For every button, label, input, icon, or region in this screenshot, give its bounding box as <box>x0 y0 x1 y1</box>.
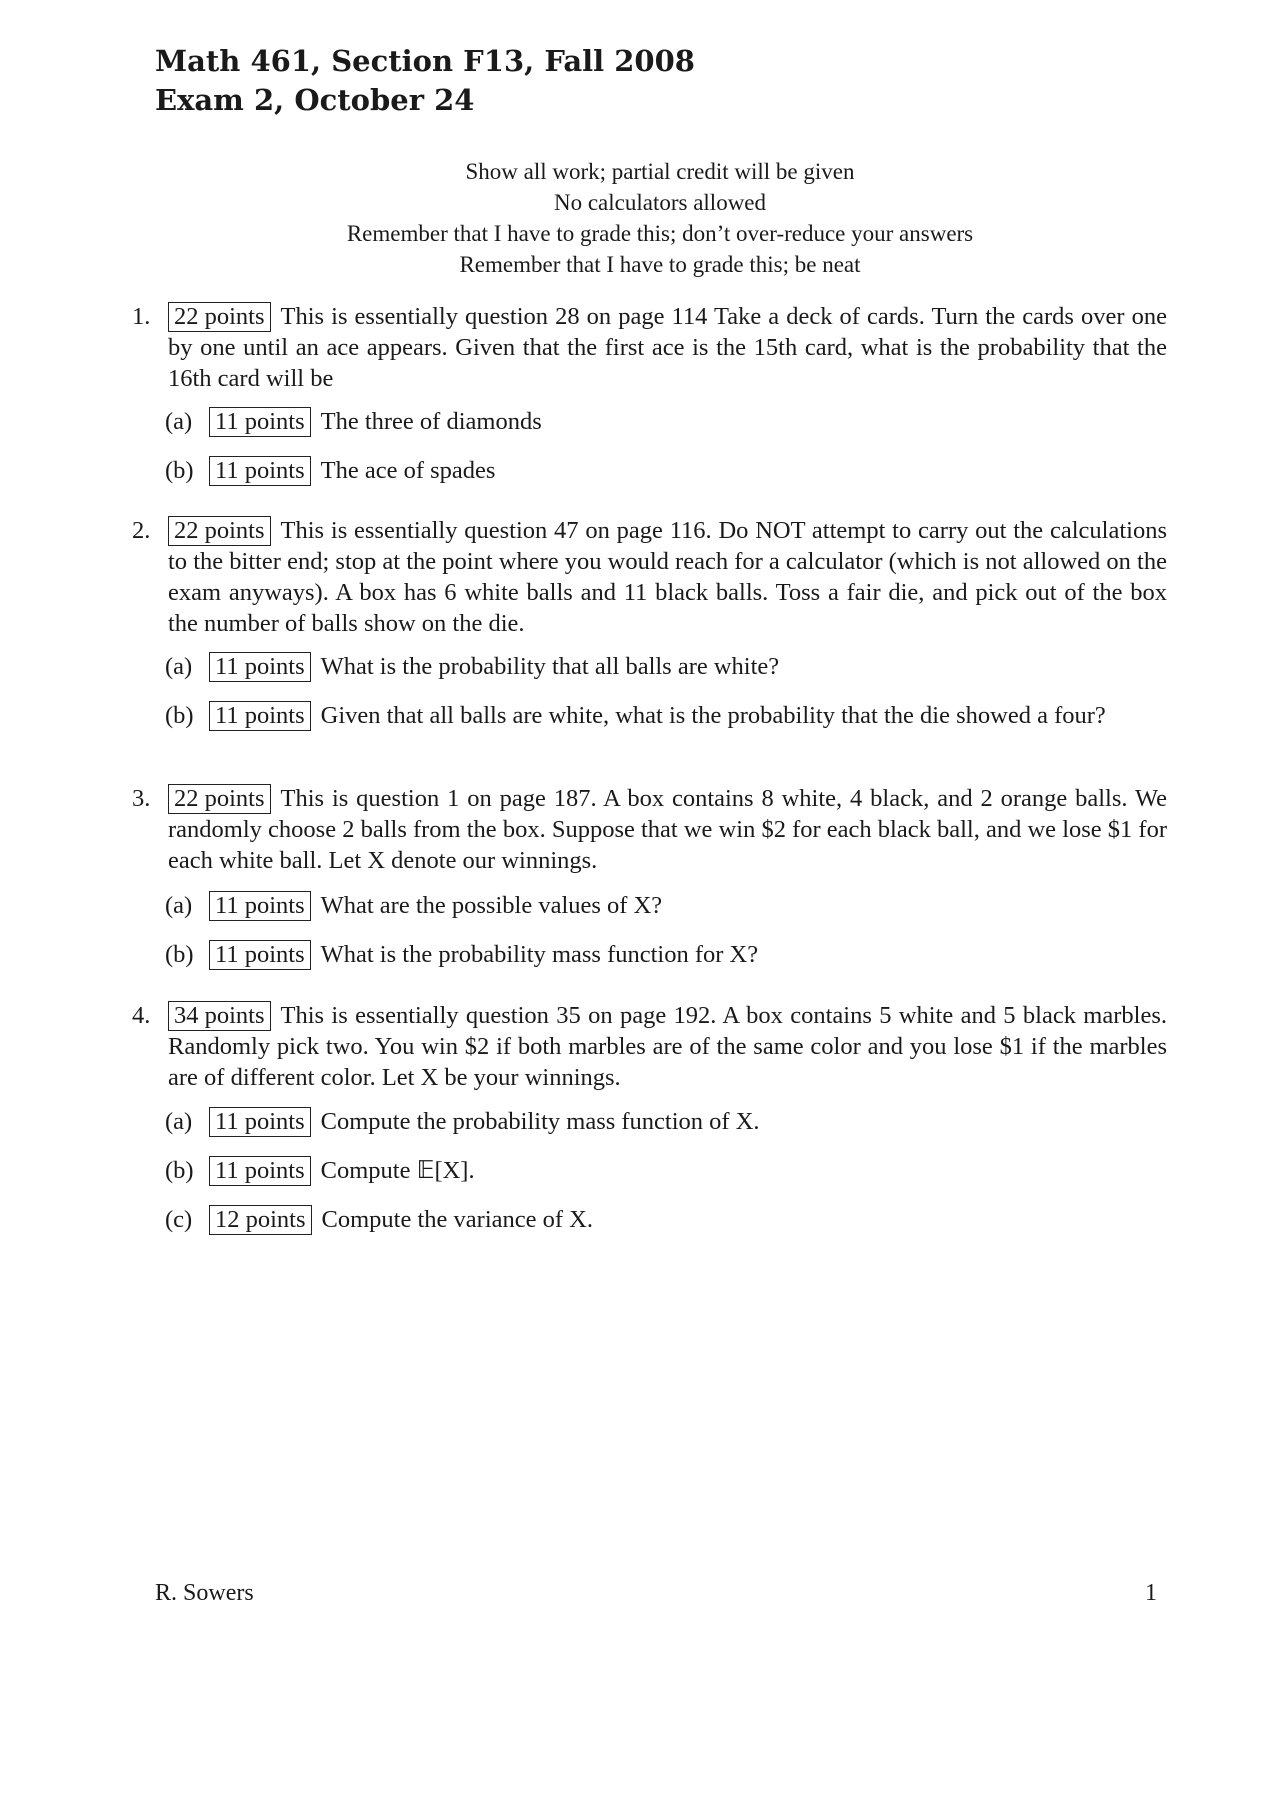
points-box: 12 points <box>209 1205 312 1235</box>
question-number: 4. <box>132 1002 151 1029</box>
question-3-part-a <box>165 890 1167 921</box>
question-text: This is essentially question 28 on page 114 Take a deck of cards. Turn the cards over one by one until an ace appears. Given that the first ace is the 15th card, what is the probability that the 16th card will be <box>168 303 1167 392</box>
part-label: (b) <box>165 702 194 729</box>
part-label: (b) <box>165 457 194 484</box>
points-box: 11 points <box>209 1156 311 1186</box>
course-title: Math 461, Section F13, Fall 2008 <box>155 44 695 78</box>
points-box: 11 points <box>209 652 311 682</box>
instruction-line: Remember that I have to grade this; be neat <box>459 252 861 277</box>
points-box: 11 points <box>209 456 311 486</box>
part-label: (a) <box>165 892 193 919</box>
points-box: 11 points <box>209 940 311 970</box>
question-1-part-b <box>165 455 1167 486</box>
author-name: R. Sowers <box>155 1580 254 1606</box>
points-box: 11 points <box>209 701 311 731</box>
part-label: (c) <box>165 1206 193 1233</box>
instruction-line: Remember that I have to grade this; don’t over-reduce your answers <box>346 221 974 246</box>
page-number: 1 <box>1145 1580 1157 1606</box>
question-3 <box>132 783 1167 876</box>
part-text: What is the probability that all balls are white? <box>320 653 780 680</box>
part-label: (a) <box>165 1108 193 1135</box>
points-box: 11 points <box>209 891 311 921</box>
part-label: (a) <box>165 408 193 435</box>
question-4-part-b <box>165 1155 1167 1186</box>
part-label: (b) <box>165 941 194 968</box>
part-label: (a) <box>165 653 193 680</box>
instruction-line: Show all work; partial credit will be given <box>465 159 855 184</box>
points-box: 11 points <box>209 407 311 437</box>
question-1 <box>132 301 1167 394</box>
points-box: 22 points <box>168 784 271 814</box>
instructions <box>0 156 1280 280</box>
points-box: 22 points <box>168 302 271 332</box>
question-number: 3. <box>132 785 151 812</box>
question-text: This is question 1 on page 187. A box contains 8 white, 4 black, and 2 orange balls. We randomly choose 2 balls from the box. Suppose that we win $2 for each black ball, and we lose $1 for each white ball. Let X denote our winnings. <box>168 785 1167 874</box>
part-text: What are the possible values of X? <box>320 892 663 919</box>
points-box: 11 points <box>209 1107 311 1137</box>
part-text: The three of diamonds <box>320 408 542 435</box>
question-2-part-a <box>165 651 1167 682</box>
part-label: (b) <box>165 1157 194 1184</box>
instruction-line: No calculators allowed <box>553 190 767 215</box>
question-4-part-a <box>165 1106 1167 1137</box>
part-text: Compute 𝔼[X]. <box>320 1157 475 1184</box>
question-text: This is essentially question 35 on page 192. A box contains 5 white and 5 black marbles. Randomly pick two. You win $2 if both marbles are of the same color and you lose $1 if the marbles are of different color. Let X be your winnings. <box>168 1002 1167 1091</box>
question-4-part-c <box>165 1204 1167 1235</box>
part-text: Compute the probability mass function of X. <box>320 1108 760 1135</box>
exam-header <box>155 42 695 120</box>
exam-title: Exam 2, October 24 <box>155 83 475 117</box>
points-box: 22 points <box>168 516 271 546</box>
part-text: What is the probability mass function for X? <box>320 941 759 968</box>
part-text: Compute the variance of X. <box>321 1206 593 1233</box>
question-text: This is essentially question 47 on page 116. Do NOT attempt to carry out the calculations to the bitter end; stop at the point where you would reach for a calculator (which is not allowed on the exam anyways). A box has 6 white balls and 11 black balls. Toss a fair die, and pick out of the box the number of balls show on the die. <box>168 517 1167 637</box>
question-4 <box>132 1000 1167 1093</box>
part-text: Given that all balls are white, what is the probability that the die showed a four? <box>320 702 1106 729</box>
question-number: 2. <box>132 517 151 544</box>
points-box: 34 points <box>168 1001 271 1031</box>
question-3-part-b <box>165 939 1167 970</box>
question-number: 1. <box>132 303 151 330</box>
question-2-part-b <box>165 700 1167 731</box>
question-1-part-a <box>165 406 1167 437</box>
question-2 <box>132 515 1167 639</box>
part-text: The ace of spades <box>320 457 496 484</box>
